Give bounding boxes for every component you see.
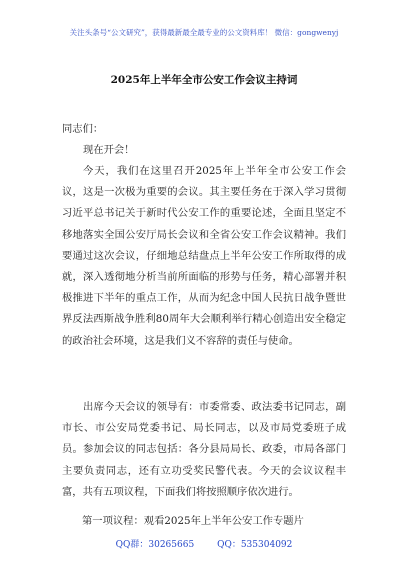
footer-contact bbox=[0, 537, 408, 550]
opening-line: 现在开会！ bbox=[83, 144, 135, 156]
footer-qq-group: QQ群：30265665 bbox=[115, 540, 195, 550]
agenda-item-1: 第一项议程：观看2025年上半年公安工作专题片 bbox=[82, 515, 304, 527]
footer-qq-number: QQ：535304092 bbox=[217, 540, 293, 550]
header-promo-note: 关注头条号“公文研究”，获得最新最全最专业的公文资料库！ 微信：gongwenyj bbox=[69, 28, 339, 37]
greeting-line: 同志们： bbox=[62, 123, 104, 135]
body-paragraph-2: 出席今天会议的领导有：市委常委、政法委书记同志，副市长、市公安局党委书记、局长同志，以及市局党委班子成员。参加会议的同志包括：各分县局局长、政委，市局各部门主要负责同志，还有立功受奖民警代表。今天的会议议程丰富，共有五项议程，下面我们将按照顺序依次进行。 bbox=[62, 401, 346, 498]
document-title: 2025年上半年全市公安工作会议主持词 bbox=[110, 74, 298, 86]
body-paragraph-1: 今天，我们在这里召开2025年上半年全市公安工作会议，这是一次极为重要的会议。其主要任务在于深入学习贯彻习近平总书记关于新时代公安工作的重要论述，全面且坚定不移地落实全国公安厅局长会议和全省公安工作会议精神。我们要通过这次会议，仔细地总结盘点上半年公安工作所取得的成就，深入透彻地分析当前所面临的形势与任务，精心部署并积极推进下半年的重点工作，从而为纪念中国人民抗日战争暨世界反法西斯战争胜利80周年大会顺利举行精心创造出安全稳定的政治社会环境，这是我们义不容辞的责任与使命。 bbox=[62, 165, 346, 347]
